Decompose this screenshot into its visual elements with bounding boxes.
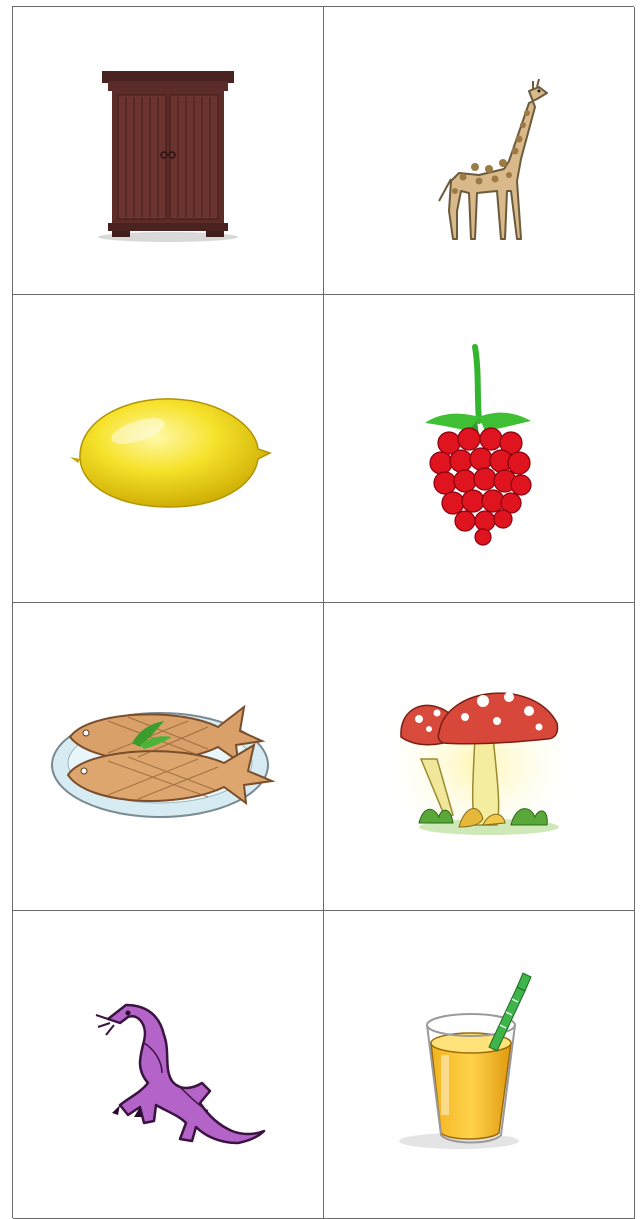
wardrobe-icon (68, 51, 268, 251)
lemon-icon (58, 359, 278, 539)
card-dragon[interactable] (13, 911, 324, 1219)
card-mushrooms[interactable] (324, 603, 635, 911)
giraffe-icon (379, 51, 579, 251)
raspberry-icon (399, 339, 559, 559)
juice-glass-icon (389, 965, 569, 1165)
picture-card-grid (12, 6, 634, 1218)
card-fish-plate[interactable] (13, 603, 324, 911)
dragon-icon (68, 965, 268, 1165)
fish-plate-icon (48, 677, 288, 837)
card-raspberry[interactable] (324, 295, 635, 603)
card-wardrobe[interactable] (13, 7, 324, 295)
card-giraffe[interactable] (324, 7, 635, 295)
mushrooms-icon (379, 667, 579, 847)
card-juice-glass[interactable] (324, 911, 635, 1219)
card-lemon[interactable] (13, 295, 324, 603)
